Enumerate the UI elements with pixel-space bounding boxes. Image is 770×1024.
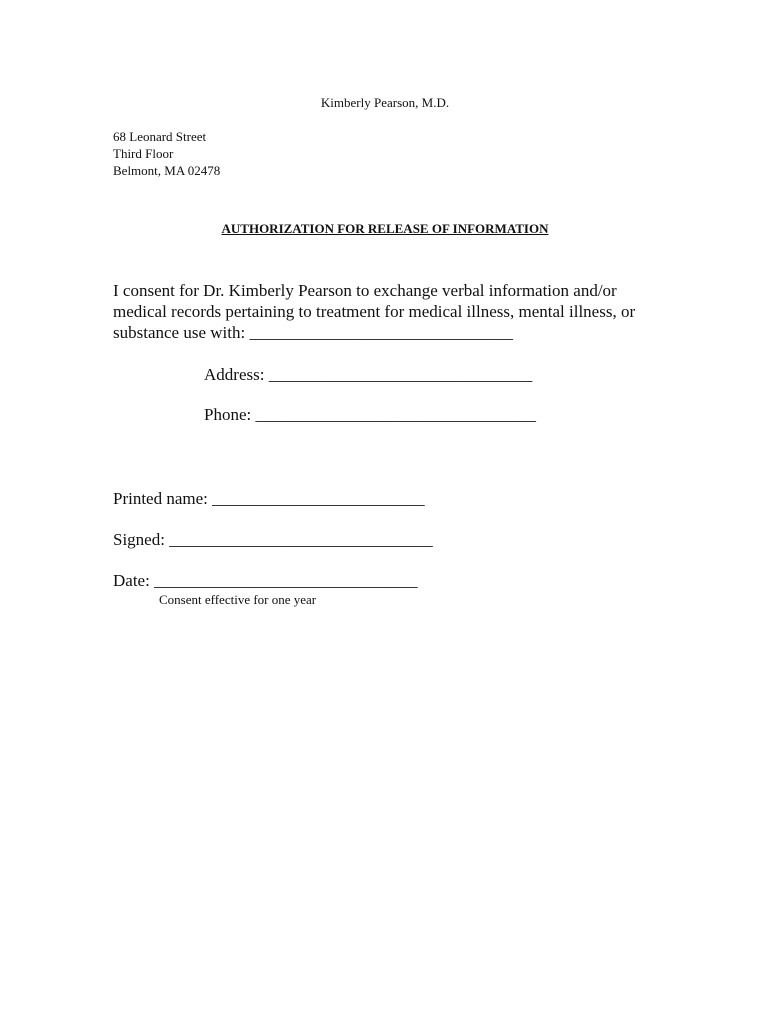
- consent-paragraph: [113, 280, 693, 343]
- date-field[interactable]: Date: _______________________________: [113, 571, 418, 590]
- address-street: 68 Leonard Street: [113, 129, 207, 144]
- consent-line-2: medical records pertaining to treatment for medical illness, mental illness, or: [113, 302, 636, 321]
- recipient-address-field[interactable]: Address: _______________________________: [204, 365, 533, 384]
- address-floor: Third Floor: [113, 146, 174, 161]
- form-title: AUTHORIZATION FOR RELEASE OF INFORMATION: [221, 221, 549, 236]
- address-city: Belmont, MA 02478: [113, 163, 221, 178]
- consent-line-1: I consent for Dr. Kimberly Pearson to exchange verbal information and/or: [113, 281, 617, 300]
- signature-field[interactable]: Signed: _______________________________: [113, 530, 433, 549]
- recipient-phone-field[interactable]: Phone: _________________________________: [204, 405, 536, 424]
- consent-line-3-recipient-blank[interactable]: substance use with: _______________________________: [113, 323, 513, 342]
- consent-duration-note: Consent effective for one year: [159, 592, 317, 607]
- doctor-name: Kimberly Pearson, M.D.: [320, 95, 450, 110]
- printed-name-field[interactable]: Printed name: _________________________: [113, 489, 425, 508]
- practice-address: [113, 128, 220, 179]
